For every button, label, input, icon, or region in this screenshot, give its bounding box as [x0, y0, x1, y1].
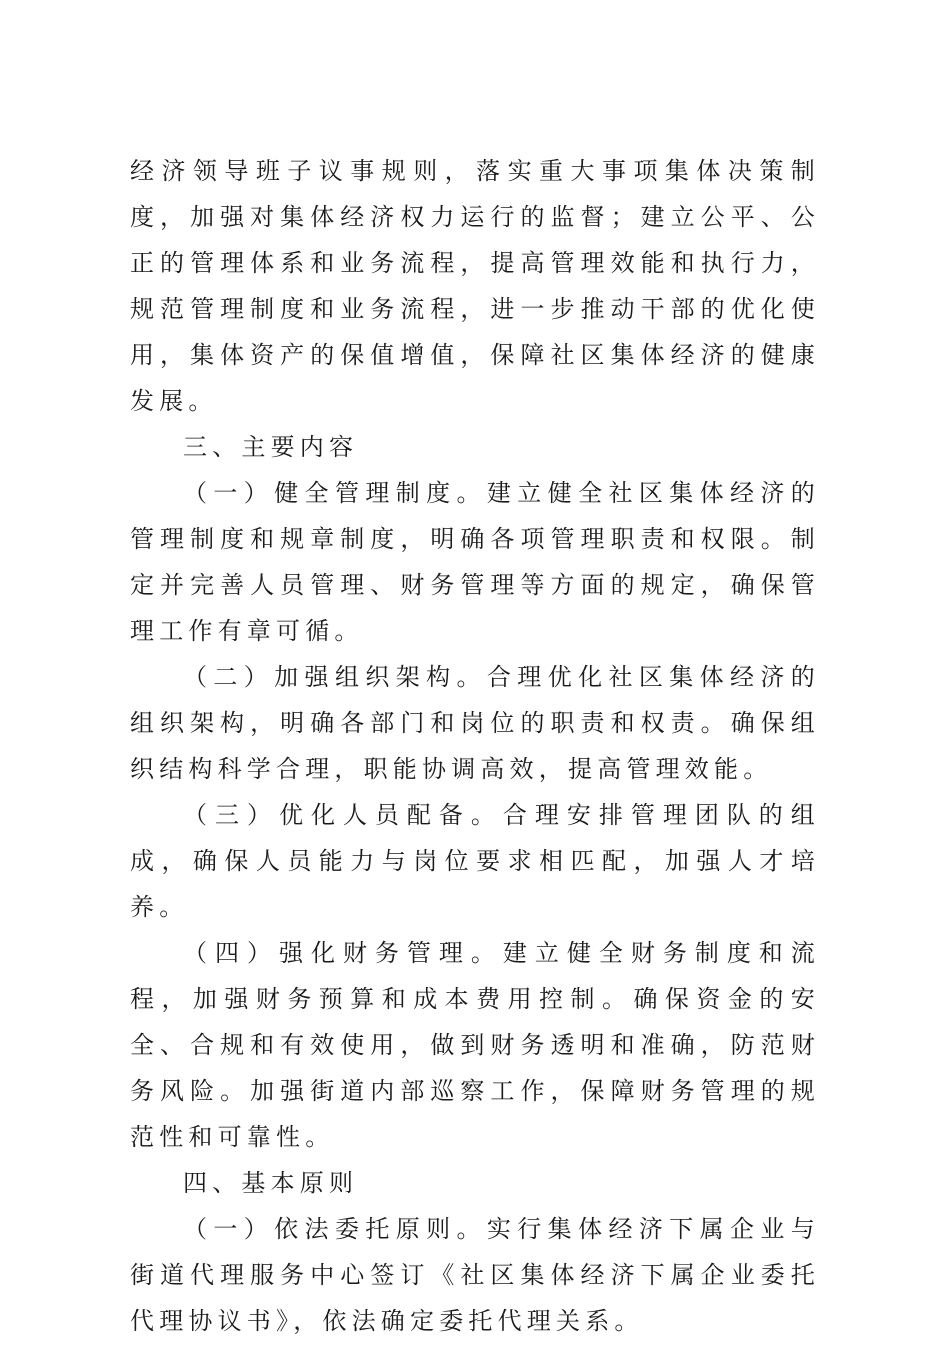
section-heading-main-content: 三、主要内容 [183, 433, 359, 461]
paragraph-organization-structure: （二）加强组织架构。合理优化社区集体经济的组织架构，明确各部门和岗位的职责和权责。确保组织结构科学合理，职能协调高效，提高管理效能。 [130, 663, 820, 783]
paragraph-continued-rules: 经济领导班子议事规则，落实重大事项集体决策制度，加强对集体经济权力运行的监督；建立公平、公正的管理体系和业务流程，提高管理效能和执行力，规范管理制度和业务流程，进一步推动干部的优化使用，集体资产的保值增值，保障社区集体经济的健康发展。 [130, 157, 820, 415]
section-heading-basic-principles: 四、基本原则 [183, 1169, 359, 1197]
paragraph-staffing: （三）优化人员配备。合理安排管理团队的组成，确保人员能力与岗位要求相匹配，加强人才培养。 [130, 801, 820, 921]
document-body [130, 148, 820, 1344]
paragraph-management-system: （一）健全管理制度。建立健全社区集体经济的管理制度和规章制度，明确各项管理职责和权限。制定并完善人员管理、财务管理等方面的规定，确保管理工作有章可循。 [130, 479, 820, 645]
paragraph-entrustment-principle: （一）依法委托原则。实行集体经济下属企业与街道代理服务中心签订《社区集体经济下属企业委托代理协议书》，依法确定委托代理关系。 [130, 1215, 820, 1335]
paragraph-financial-management: （四）强化财务管理。建立健全财务制度和流程，加强财务预算和成本费用控制。确保资金的安全、合规和有效使用，做到财务透明和准确，防范财务风险。加强街道内部巡察工作，保障财务管理的规范性和可靠性。 [130, 939, 820, 1151]
